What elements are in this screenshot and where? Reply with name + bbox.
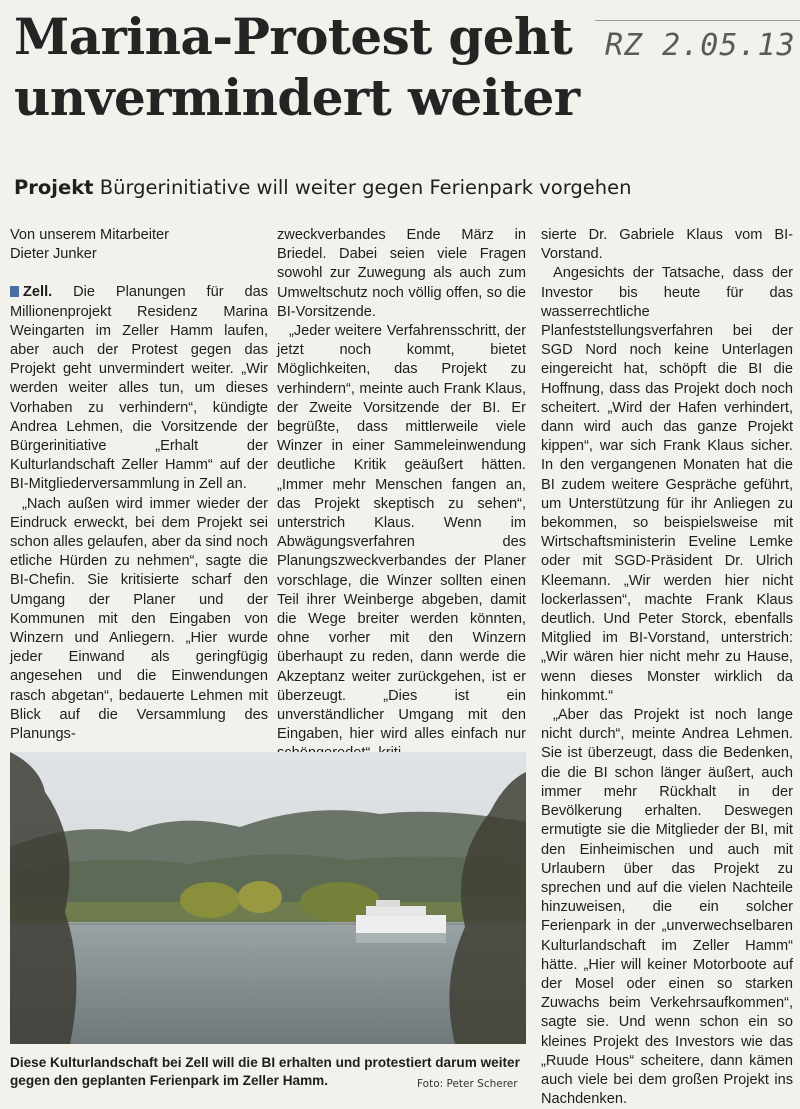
photo-caption: Diese Kulturlandschaft bei Zell will die BI erhalten und protestiert darum weiter gegen den geplanten Ferienpark im Zeller Hamm. [10, 1055, 520, 1088]
article-column-3 [541, 226, 793, 1109]
paragraph: „Jeder weitere Verfahrensschritt, der jetzt noch kommt, bietet Möglichkeiten, das Projekt zu verhindern“, meinte auch Frank Klaus, der Zweite Vorsitzende der BI. Er begrüßte, dass mittlerweile viele Winzer in einer Sammeleinwendung deutliche Kritik geäußert hätten. „Immer mehr Menschen fangen an, das Projekt skeptisch zu sehen“, unterstrich Klaus. Wenn im Abwägungsverfahren des Planungszweckverbandes der Planer vorschlage, die Winzer sollten einen Teil ihrer Weinberge abgeben, damit die Wege breiter werden könnten, ohne vorher mit den Winzern überhaupt zu reden, dann werde die Akzeptanz weiter zurückgehen, ist er überzeugt. „Dies ist ein unverständlicher Umgang mit den Eingaben, hier wird alles einfach nur [277, 323, 526, 743]
subheadline [14, 176, 794, 199]
paragraph: Angesichts der Tatsache, dass der Investor bis heute für das wasserrechtliche Planfeststellungsverfahren bei der SGD Nord noch keine Unterlagen eingereicht hat, schöpft die BI die Hoffnung, dass das Projekt doch noch scheitert. „Wird der Hafen verhindert, dann wird auch das ganze Projekt kippen“, war sich Frank Klaus sicher. In den vergangenen Monaten hat die BI zudem weitere Gespräche geführt, um Unterstützung für ihr Anliegen zu bekommen, so beispielsweise mit Wirtschaftsministerin Eveline Lemke oder mit SGD-Präsident Dr. Ulrich Kleemann. „Wir werden hier nicht lockerlassen“, machte Frank Klaus deutlich. Und Peter Storck, ebenfalls Mitglied im BI-Vorstand, unterstrich: „Wir wären hier nicht mehr zu Hause, wenn dieses Monster wirklich da hinkommt.“ [541, 265, 793, 704]
photo-credit: Foto: Peter Scherer [417, 1078, 518, 1090]
paragraph: sierte Dr. Gabriele Klaus vom BI-Vorstand. [541, 227, 793, 263]
kicker: Projekt [14, 176, 94, 199]
paragraph: zweckverbandes Ende März in Briedel. Dabei seien viele Fragen sowohl zur Zuwegung als auch zum Umweltschutz noch völlig offen, so die BI-Vorsitzende. [277, 227, 526, 320]
headline: Marina-Protest geht unvermindert weiter [14, 7, 580, 127]
article-column-1 [10, 226, 268, 744]
article-column-2 [277, 226, 526, 764]
photo-illustration [10, 752, 526, 1044]
byline [10, 226, 268, 264]
byline-role: Von unserem Mitarbeiter [10, 227, 169, 243]
landscape-photo [10, 752, 526, 1044]
subheadline-text: Bürgerinitiative will weiter gegen Ferienpark vorgehen [99, 176, 632, 199]
paragraph [10, 283, 268, 494]
byline-author: Dieter Junker [10, 246, 97, 263]
paragraph-text: Die Planungen für das Millionenprojekt Residenz Marina Weingarten im Zeller Hamm laufen, aber auch der Protest gegen das Projekt geht unvermindert weiter. „Wir werden weiter alles tun, um dieses Vorhaben zu verhindern“, kündigte Andrea Lehmen, die Vorsitzende der Bürgerinitiative „Erhalt der Kulturlandschaft Zeller Hamm“ auf der BI-Mitgliederversammlung in Zell an. [10, 284, 268, 493]
paragraph: „Aber das Projekt ist noch lange nicht durch“, meinte Andrea Lehmen. Sie ist überzeugt, dass die Bedenken, die die BI schon länger äußert, auch immer mehr Rückhalt in der Bevölkerung erhalten. Deswegen ermutigte sie die Mitglieder der BI, mit den Einheimischen und auch mit Urlaubern über das Projekt zu sprechen und auf die vielen Nachteile hinzuweisen, die ein solcher Ferienpark in der „unverwechselbaren Kulturlandschaft im Zeller Hamm“ hätte. „Hier will keiner Motorboote auf der Mosel oder einen so starken Zuwachs beim Verkehrsaufkommen“, sagte sie. Und wenn schon ein so kleines Projekt des Investors wie das „Ruude Hous“ scheitere, dann kämen auch viele bei dem großen Projekt ins Nachdenken. [541, 707, 793, 1108]
handwritten-date-note: RZ 2.05.13 [605, 28, 796, 63]
section-marker-square [10, 286, 19, 297]
paragraph: „Nach außen wird immer wieder der Eindruck erweckt, bei dem Projekt sei schon alles gelaufen, aber da sind noch etliche Hürden zu nehmen“, sagte die BI-Chefin. Sie kritisierte scharf den Umgang der Planer und der Kommunen mit den Eingaben von Winzern und Anliegern. „Hier wurde jeder Einwand als geringfügig angesehen und die Einwendungen rasch abgetan“, bedauerte Lehmen mit Blick auf die Versammlung des Planungs- [10, 495, 268, 743]
dateline-place: Zell. [23, 284, 53, 301]
